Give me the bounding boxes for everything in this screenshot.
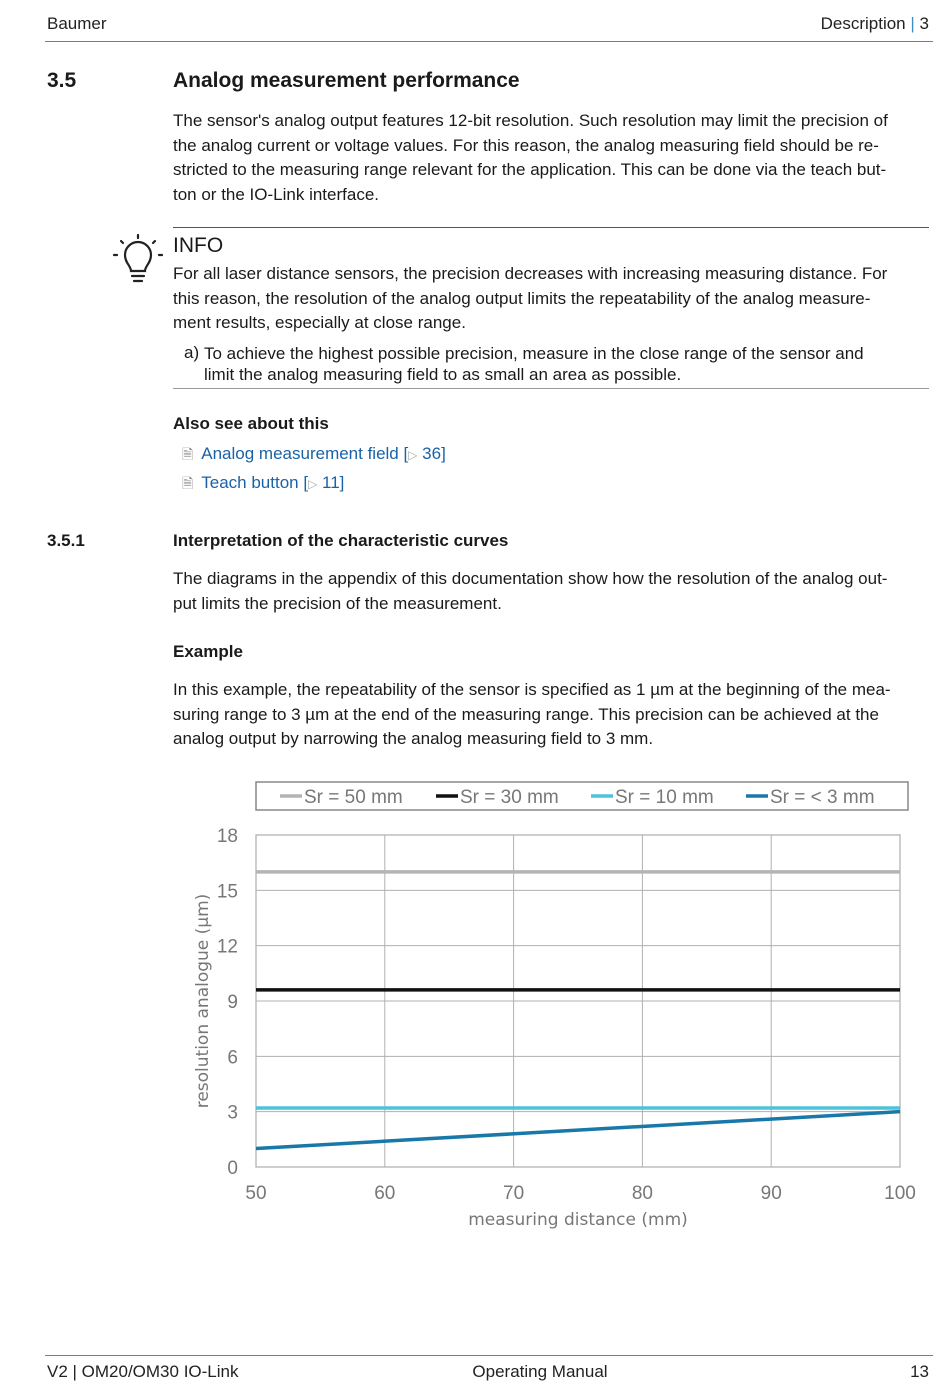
header-chapter-number: 3 (919, 14, 929, 33)
step-line: limit the analog measuring field to as small an area as possible. (204, 365, 682, 384)
info-line: ment results, especially at close range. (173, 313, 466, 332)
y-tick-label: 6 (227, 1047, 238, 1069)
y-tick-label: 15 (216, 881, 238, 903)
header-brand: Baumer (47, 14, 107, 33)
link-text: Teach button [ (201, 473, 309, 492)
y-axis-label: resolution analogue (µm) (193, 893, 213, 1109)
section-intro (173, 109, 925, 207)
subsection-line: put limits the precision of the measurement. (173, 593, 502, 613)
intro-line: The sensor's analog output features 12-bit resolution. Such resolution may limit the precision of (173, 111, 888, 130)
info-text (173, 262, 925, 336)
subsection-text (173, 567, 925, 616)
legend-label: Sr = 10 mm (615, 787, 714, 808)
step-marker: a) (184, 343, 200, 362)
x-tick-label: 90 (760, 1183, 782, 1204)
step-line: To achieve the highest possible precision, measure in the close range of the sensor and (204, 344, 864, 363)
header-rule (45, 41, 933, 42)
legend-label: Sr = 50 mm (304, 787, 403, 808)
y-tick-label: 0 (227, 1158, 238, 1179)
header-chapter-title: Description (820, 14, 906, 33)
resolution-chart (185, 775, 925, 1245)
triangle-right-icon: ▷ (308, 477, 318, 491)
info-step (204, 343, 864, 385)
subsection-number: 3.5.1 (47, 531, 85, 550)
also-see-title: Also see about this (173, 414, 329, 433)
example-text (173, 678, 925, 752)
footer-doc-type: Operating Manual (472, 1362, 608, 1381)
example-line: suring range to 3 µm at the end of the measuring range. This precision can be achieved at the (173, 704, 879, 724)
section-number: 3.5 (47, 69, 77, 92)
x-tick-label: 100 (884, 1183, 916, 1204)
page-number: 13 (910, 1362, 929, 1381)
link-page: 11] (317, 473, 345, 492)
document-icon: 🗎 (182, 446, 194, 462)
legend-label: Sr = < 3 mm (770, 787, 875, 808)
info-line: this reason, the resolution of the analog output limits the repeatability of the analog measure- (173, 288, 871, 308)
example-title: Example (173, 642, 243, 661)
x-tick-label: 70 (503, 1183, 525, 1204)
info-bottom-rule (173, 388, 929, 389)
link-text: Analog measurement field [ (201, 444, 409, 463)
x-tick-label: 50 (245, 1183, 267, 1204)
intro-line: stricted to the measuring range relevant for the application. This can be done via the teach but- (173, 160, 887, 179)
triangle-right-icon: ▷ (408, 448, 418, 462)
document-icon: 🗎 (182, 475, 194, 491)
y-tick-label: 18 (216, 826, 238, 847)
info-title: INFO (173, 234, 224, 257)
intro-line: the analog current or voltage values. For this reason, the analog measuring field should be re- (173, 135, 879, 155)
footer-rule (45, 1355, 933, 1356)
y-tick-label: 3 (227, 1102, 238, 1124)
x-tick-label: 80 (631, 1183, 653, 1204)
section-title: Analog measurement performance (173, 69, 520, 92)
intro-line: ton or the IO-Link interface. (173, 184, 379, 204)
example-line: In this example, the repeatability of the sensor is specified as 1 µm at the beginning of the mea- (173, 680, 891, 699)
lightbulb-icon (112, 233, 164, 285)
x-tick-label: 60 (374, 1183, 396, 1204)
subsection-title: Interpretation of the characteristic curves (173, 531, 509, 550)
link-page: 36] (417, 444, 446, 463)
info-line: For all laser distance sensors, the precision decreases with increasing measuring distance. For (173, 264, 888, 283)
footer-product: V2 | OM20/OM30 IO-Link (47, 1362, 239, 1381)
header-separator: | (910, 14, 915, 33)
x-axis-label: measuring distance (mm) (468, 1210, 688, 1230)
header-chapter (821, 14, 929, 34)
y-tick-label: 9 (227, 992, 238, 1013)
y-tick-label: 12 (216, 936, 238, 958)
link-analog-measurement-field[interactable] (182, 444, 446, 468)
example-line: analog output by narrowing the analog measuring field to 3 mm. (173, 729, 654, 748)
link-teach-button[interactable] (182, 473, 344, 497)
info-top-rule (173, 227, 929, 228)
subsection-line: The diagrams in the appendix of this documentation show how the resolution of the analog out- (173, 569, 888, 588)
legend-label: Sr = 30 mm (460, 787, 559, 808)
